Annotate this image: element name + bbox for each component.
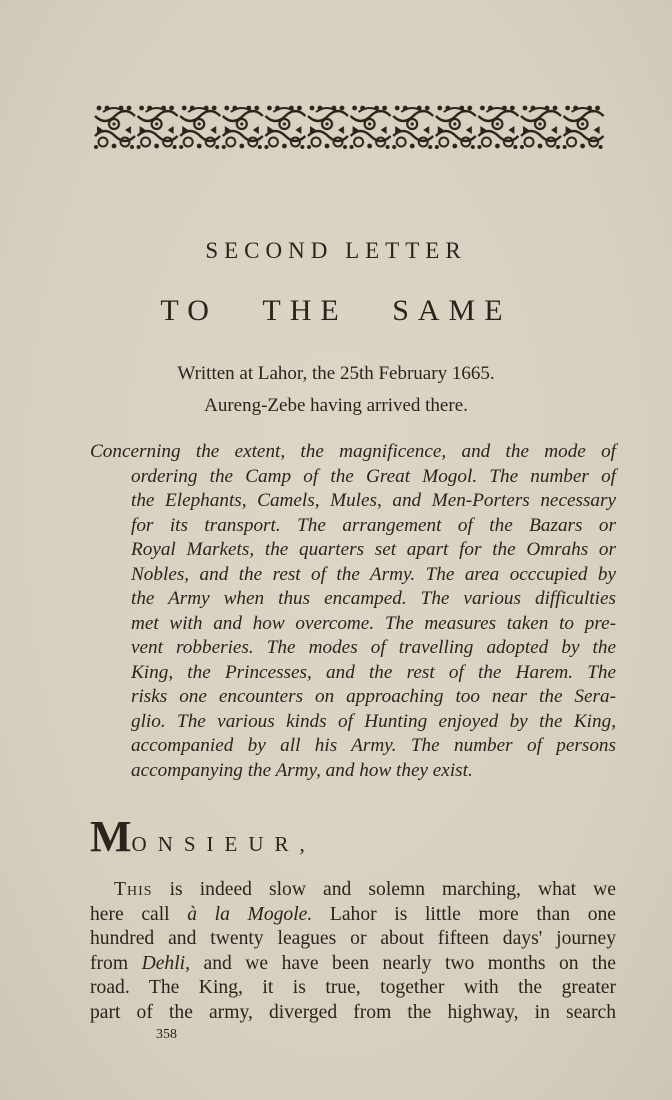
summary-line: the Army when thus encamped. The various difficulties bbox=[131, 588, 616, 609]
body-line bbox=[90, 903, 616, 928]
letter-title: SECOND LETTER bbox=[205, 238, 467, 263]
summary-line: the Elephants, Camels, Mules, and Men-Porters necessary bbox=[131, 490, 616, 511]
decorative-ornament-band bbox=[93, 102, 605, 152]
dateline: Written at Lahor, the 25th February 1665. bbox=[177, 363, 495, 384]
summary-line: vent robberies. The modes of travelling adopted by the bbox=[131, 637, 616, 658]
body-line bbox=[90, 878, 616, 903]
subtitle-word: THE bbox=[262, 294, 348, 327]
body-text: and we have been nearly two months on the bbox=[190, 952, 616, 974]
subtitle-word: TO bbox=[160, 294, 218, 327]
body-text: Lahor is little more than one bbox=[312, 903, 617, 925]
summary-line: King, the Princesses, and the rest of the Harem. The bbox=[131, 661, 616, 683]
body-text: here call bbox=[90, 903, 188, 925]
letter-summary bbox=[90, 440, 616, 783]
arrival-note: Aureng-Zebe having arrived there. bbox=[204, 395, 468, 416]
body-line: road. The King, it is true, together with the greater bbox=[90, 977, 616, 999]
body-text: from bbox=[90, 952, 142, 974]
body-italic: à la Mogole. bbox=[187, 903, 313, 925]
summary-line: Royal Markets, the quarters set apart for the Omrahs or bbox=[131, 539, 616, 560]
salutation-initial: M bbox=[90, 812, 132, 861]
page-number: 358 bbox=[156, 1027, 177, 1042]
summary-line: accompanying the Army, and how they exist. bbox=[131, 759, 473, 781]
summary-line: for its transport. The arrangement of the Bazars or bbox=[131, 514, 616, 536]
body-opening-word: This bbox=[114, 879, 153, 900]
summary-line: ordering the Camp of the Great Mogol. The number of bbox=[131, 465, 616, 487]
body-line: part of the army, diverged from the highway, in search bbox=[90, 1001, 616, 1023]
salutation bbox=[90, 811, 316, 862]
salutation-rest: ONSIEUR, bbox=[131, 832, 316, 856]
body-line: hundred and twenty leagues or about fifteen days' journey bbox=[90, 928, 616, 950]
subtitle-word: SAME bbox=[392, 294, 512, 327]
body-line bbox=[90, 952, 616, 977]
summary-line: risks one encounters on approaching too near the Sera- bbox=[131, 686, 616, 707]
summary-line: Concerning the extent, the magnificence, and the mode of bbox=[90, 441, 616, 462]
summary-line: Nobles, and the rest of the Army. The area occcupied by bbox=[131, 563, 616, 585]
summary-line: accompanied by all his Army. The number of persons bbox=[131, 735, 616, 756]
summary-line: met with and how overcome. The measures taken to pre- bbox=[131, 612, 616, 634]
summary-line: glio. The various kinds of Hunting enjoyed by the King, bbox=[131, 710, 616, 732]
letter-subtitle bbox=[0, 294, 672, 328]
letter-body bbox=[90, 878, 616, 1026]
body-italic: Dehli, bbox=[141, 952, 191, 974]
body-text: is indeed slow and solemn marching, what we bbox=[152, 879, 616, 900]
